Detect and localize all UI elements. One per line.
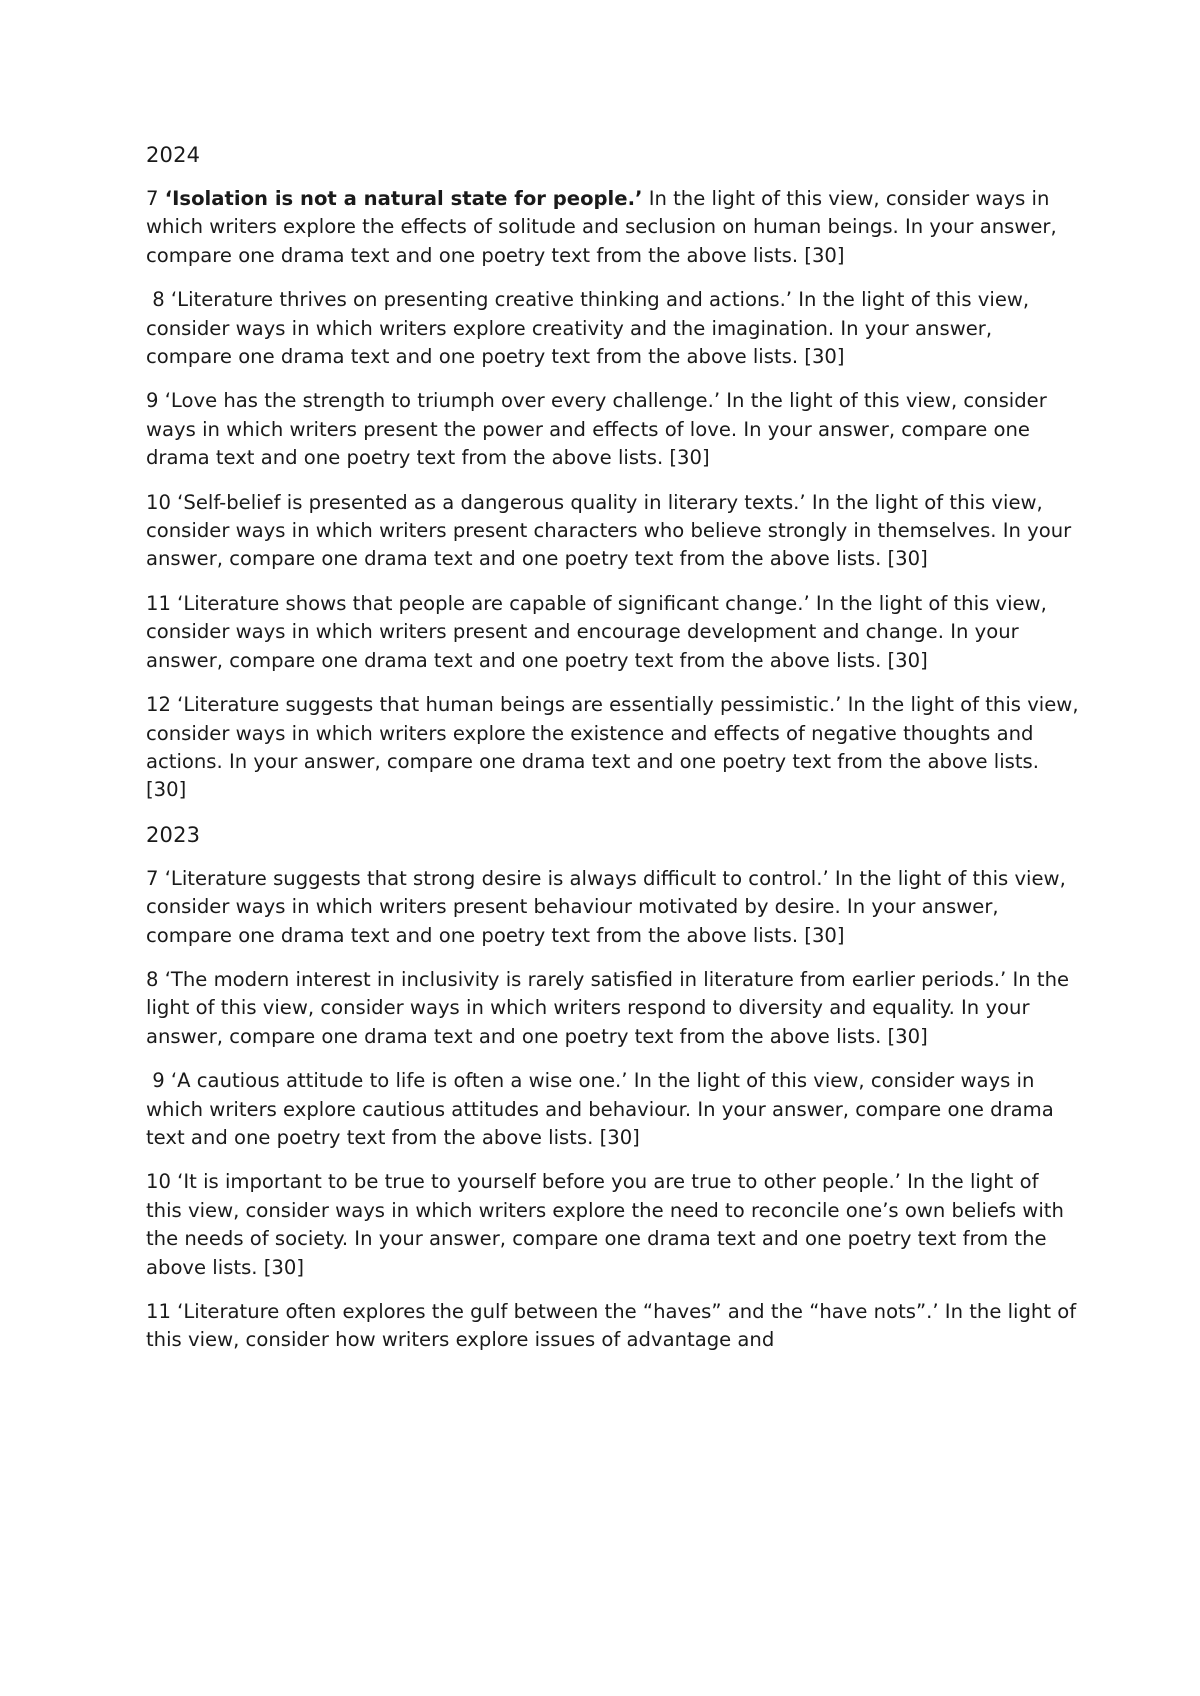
question-2024-10: 10 ‘Self-belief is presented as a dangerous quality in literary texts.’ In the light of this view, consider ways in which writers present characters who believe strongly in themselves. In your answer, compare one drama text and one poetry text from the above lists. [30]	[146, 490, 1072, 571]
question-2024-9: 9 ‘Love has the strength to triumph over every challenge.’ In the light of this view, consider ways in which writers present the power and effects of love. In your answer, compare one drama text and one poetry text from the above lists. [30]	[146, 389, 1047, 470]
document-page	[146, 141, 1080, 1371]
question-2023-10: 10 ‘It is important to be true to yourself before you are true to other people.’ In the light of this view, consider ways in which writers explore the need to reconcile one’s own beliefs with the needs of society. In your answer, compare one drama text and one poetry text from the above lists. [30]	[146, 1170, 1064, 1279]
question-body: In the light of this view, consider ways in which writers explore the effects of solitude and seclusion on human beings. In your answer, compare one drama text and one poetry text from the above lists. [30]	[146, 187, 1057, 267]
question-2024-7	[146, 185, 1080, 270]
question-2024-11: 11 ‘Literature shows that people are capable of significant change.’ In the light of this view, consider ways in which writers present and encourage development and change. In your answer, compare one drama text and one poetry text from the above lists. [30]	[146, 591, 1047, 672]
question-2023-11: 11 ‘Literature often explores the gulf between the “haves” and the “have nots”.’ In the light of this view, consider how writers explore issues of advantage and	[146, 1300, 1077, 1352]
section-2024	[146, 141, 1080, 805]
question-2024-8: 8 ‘Literature thrives on presenting creative thinking and actions.’ In the light of this view, consider ways in which writers explore creativity and the imagination. In your answer, compare one drama text and one poetry text from the above lists. [30]	[146, 288, 1036, 369]
question-quote: ‘Isolation is not a natural state for people.’	[164, 187, 643, 210]
question-2023-7: 7 ‘Literature suggests that strong desire is always difficult to control.’ In the light of this view, consider ways in which writers present behaviour motivated by desire. In your answer, compare one drama text and one poetry text from the above lists. [30]	[146, 866, 1066, 947]
question-2024-12: 12 ‘Literature suggests that human beings are essentially pessimistic.’ In the light of this view, consider ways in which writers explore the existence and effects of negative thoughts and actions. In your answer, compare one drama text and one poetry text from the above lists. [30]	[146, 693, 1079, 802]
year-heading-2023: 2023	[146, 822, 201, 847]
question-2023-8: 8 ‘The modern interest in inclusivity is rarely satisfied in literature from earlier periods.’ In the light of this view, consider ways in which writers respond to diversity and equality. In your answer, compare one drama text and one poetry text from the above lists. [30]	[146, 967, 1070, 1048]
question-2023-9: 9 ‘A cautious attitude to life is often a wise one.’ In the light of this view, consider ways in which writers explore cautious attitudes and behaviour. In your answer, compare one drama text and one poetry text from the above lists. [30]	[146, 1069, 1060, 1149]
question-number: 7	[146, 187, 159, 210]
section-2023	[146, 821, 1080, 1355]
year-heading-2024: 2024	[146, 143, 201, 167]
